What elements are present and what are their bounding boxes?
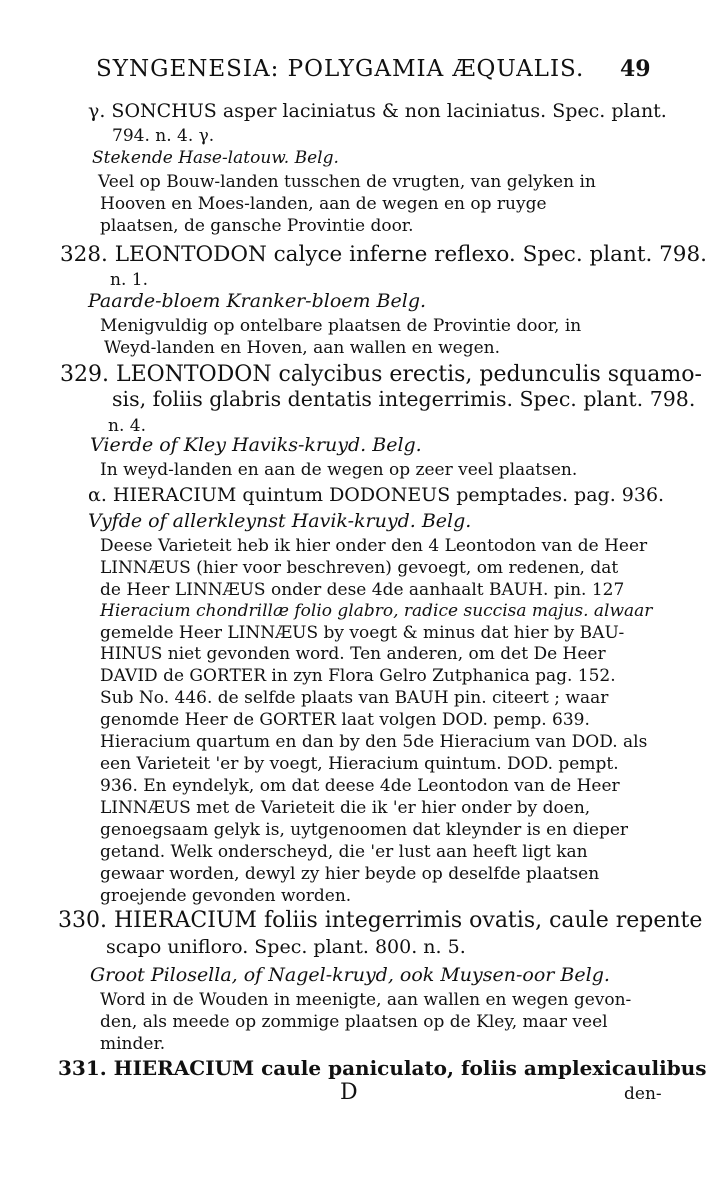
text-line: Deese Varieteit heb ik hier onder den 4 Leontodon van de Heer: [100, 536, 648, 556]
text-line: Menigvuldig op ontelbare plaatsen de Provintie door, in: [100, 316, 582, 336]
text-line: In weyd-landen en aan de wegen op zeer veel plaatsen.: [100, 460, 578, 480]
text-line: getand. Welk onderscheyd, die 'er lust aan heeft ligt kan: [100, 842, 588, 862]
catchword: den-: [624, 1084, 662, 1104]
text-line: groejende gevonden worden.: [100, 886, 352, 906]
text-line: Vierde of Kley Haviks-kruyd. Belg.: [90, 434, 422, 456]
text-line: Weyd-landen en Hoven, aan wallen en wegen.: [104, 338, 501, 358]
text-line: 330. HIERACIUM foliis integerrimis ovatis, caule repente: [58, 908, 703, 933]
text-line: minder.: [100, 1034, 166, 1054]
text-line: 328. LEONTODON calyce inferne reflexo. Spec. plant. 798.: [60, 242, 707, 267]
text-line: den, als meede op zommige plaatsen op de Kley, maar veel: [100, 1012, 608, 1032]
text-line: Groot Pilosella, of Nagel-kruyd, ook Muysen-oor Belg.: [90, 964, 610, 986]
text-line: γ. SONCHUS asper laciniatus & non laciniatus. Spec. plant.: [88, 100, 667, 122]
text-line: Hooven en Moes-landen, aan de wegen en op ruyge: [100, 194, 547, 214]
page-number: 49: [620, 56, 651, 82]
text-line: Hieracium chondrillæ folio glabro, radice succisa majus. alwaar: [100, 601, 653, 621]
text-line: 329. LEONTODON calycibus erectis, pedunculis squamo-: [60, 362, 702, 387]
text-line: Sub No. 446. de selfde plaats van BAUH pin. citeert ; waar: [100, 688, 609, 708]
text-line: Hieracium quartum en dan by den 5de Hieracium van DOD. als: [100, 732, 648, 752]
text-line: HINUS niet gevonden word. Ten anderen, om det De Heer: [100, 644, 606, 664]
text-line: 936. En eyndelyk, om dat deese 4de Leontodon van de Heer: [100, 776, 620, 796]
text-line: sis, foliis glabris dentatis integerrimis. Spec. plant. 798.: [112, 387, 696, 411]
text-line: α. HIERACIUM quintum DODONEUS pemptades. pag. 936.: [88, 484, 665, 506]
signature-mark: D: [340, 1080, 358, 1105]
running-title: SYNGENESIA: POLYGAMIA ÆQUALIS.: [96, 56, 585, 82]
text-line: gemelde Heer LINNÆUS by voegt & minus dat hier by BAU-: [100, 623, 625, 643]
text-line: 794. n. 4. γ.: [112, 126, 215, 146]
text-line: de Heer LINNÆUS onder dese 4de aanhaalt BAUH. pin. 127: [100, 580, 625, 600]
text-line: DAVID de GORTER in zyn Flora Gelro Zutphanica pag. 152.: [100, 666, 616, 686]
text-line: Word in de Wouden in meenigte, aan wallen en wegen gevon-: [100, 990, 632, 1010]
text-line: n. 1.: [110, 270, 148, 290]
text-line: LINNÆUS (hier voor beschreven) gevoegt, om redenen, dat: [100, 558, 619, 578]
text-line: LINNÆUS met de Varieteit die ik 'er hier onder by doen,: [100, 798, 591, 818]
text-line: Stekende Hase-latouw. Belg.: [92, 148, 339, 168]
text-line: Vyfde of allerkleynst Havik-kruyd. Belg.: [88, 510, 472, 532]
text-line: genomde Heer de GORTER laat volgen DOD. pemp. 639.: [100, 710, 590, 730]
text-line: gewaar worden, dewyl zy hier beyde op deselfde plaatsen: [100, 864, 600, 884]
text-line: scapo unifloro. Spec. plant. 800. n. 5.: [106, 936, 466, 958]
text-line: een Varieteit 'er by voegt, Hieracium quintum. DOD. pempt.: [100, 754, 619, 774]
text-line: Paarde-bloem Kranker-bloem Belg.: [88, 290, 427, 312]
text-line: 331. HIERACIUM caule paniculato, foliis amplexicaulibus: [58, 1056, 707, 1080]
text-line: Veel op Bouw-landen tusschen de vrugten, van gelyken in: [98, 172, 596, 192]
text-line: n. 4.: [108, 416, 146, 436]
text-line: plaatsen, de gansche Provintie door.: [100, 216, 414, 236]
text-line: genoegsaam gelyk is, uytgenoomen dat kleynder is en dieper: [100, 820, 629, 840]
